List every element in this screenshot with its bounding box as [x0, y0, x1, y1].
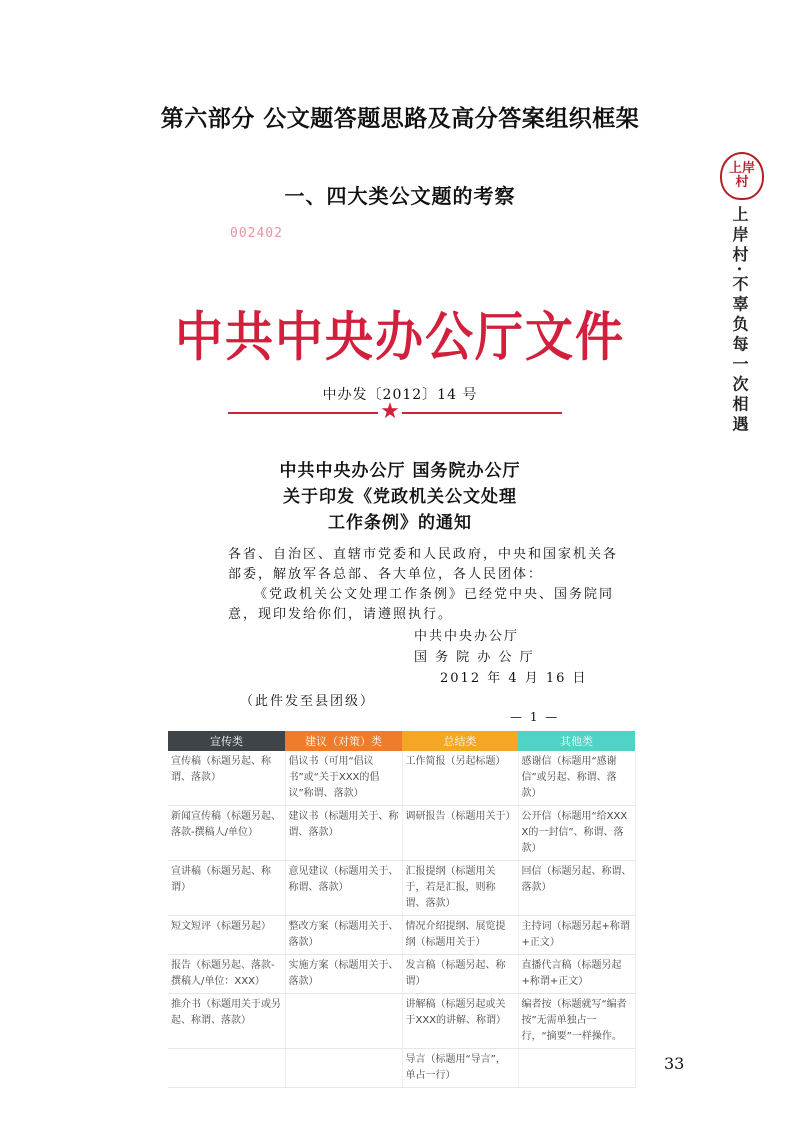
table-cell: 公开信（标题用“给XXXX的一封信”、称谓、落款） — [518, 806, 635, 861]
table-row — [168, 955, 635, 994]
document-serial: 002402 — [230, 226, 283, 241]
table-cell — [518, 1049, 635, 1088]
table-cell: 主持词（标题另起+称谓+正文） — [518, 916, 635, 955]
brand-logo — [720, 152, 764, 200]
table-cell: 倡议书（可用“倡议书”或“关于XXX的倡议”称谓、落款） — [285, 751, 402, 806]
brand-slogan: 上岸村·不辜负每一次相遇 — [730, 206, 749, 436]
table-cell: 建议书（标题用关于、称谓、落款） — [285, 806, 402, 861]
table-cell: 直播代言稿（标题另起+称谓+正文） — [518, 955, 635, 994]
page-title: 第六部分 公文题答题思路及高分答案组织框架 — [160, 105, 640, 132]
document-number: 中办发〔2012〕14 号 — [322, 387, 478, 403]
document-page-mark: — 1 — — [510, 710, 560, 724]
table-row — [168, 1049, 635, 1088]
table-cell: 回信（标题另起、称谓、落款） — [518, 861, 635, 916]
star-icon: ★ — [380, 399, 400, 424]
document-body-line: 部委，解放军各总部、各大单位，各人民团体： — [228, 567, 544, 582]
document-body-line: 各省、自治区、直辖市党委和人民政府，中央和国家机关各 — [228, 547, 619, 562]
table-cell: 汇报提纲（标题用关于，若是汇报，则称谓、落款） — [402, 861, 518, 916]
table-cell: 报告（标题另起、落款-撰稿人/单位：XXX） — [168, 955, 285, 994]
table-cell: 新闻宣传稿（标题另起、落款-撰稿人/单位） — [168, 806, 285, 861]
table-row — [168, 916, 635, 955]
document-title-line: 关于印发《党政机关公文处理 — [283, 487, 517, 507]
column-header-other: 其他类 — [518, 731, 635, 751]
table-row — [168, 806, 635, 861]
table-cell: 实施方案（标题用关于、落款） — [285, 955, 402, 994]
table-cell: 导言（标题用“导言”，单占一行） — [402, 1049, 518, 1088]
table-cell: 意见建议（标题用关于、称谓、落款） — [285, 861, 402, 916]
table-cell: 发言稿（标题另起、称谓） — [402, 955, 518, 994]
table-cell — [285, 994, 402, 1049]
table-cell: 宣讲稿（标题另起、称谓） — [168, 861, 285, 916]
signature-line: 国 务 院 办 公 厅 — [414, 650, 535, 665]
section-subtitle: 一、四大类公文题的考察 — [284, 184, 516, 208]
table-cell: 宣传稿（标题另起、称谓、落款） — [168, 751, 285, 806]
column-header-summary: 总结类 — [402, 731, 518, 751]
column-header-publicity: 宣传类 — [168, 731, 285, 751]
table-row — [168, 994, 635, 1049]
table-header-row — [168, 731, 635, 751]
document-date: 2012 年 4 月 16 日 — [440, 671, 588, 686]
document-body-line: 意，现印发给你们，请遵照执行。 — [228, 607, 454, 622]
document-title-line: 中共中央办公厅 国务院办公厅 — [279, 461, 521, 481]
document-category-table — [168, 731, 636, 1088]
table-cell: 编者按（标题就写“编者按”无需单独占一行，“摘要”一样操作。 — [518, 994, 635, 1049]
table-row — [168, 751, 635, 806]
page-number: 33 — [664, 1054, 685, 1073]
table-cell: 工作简报（另起标题） — [402, 751, 518, 806]
table-cell: 情况介绍提纲、展览提纲（标题用关于） — [402, 916, 518, 955]
table-cell — [168, 1049, 285, 1088]
table-cell: 讲解稿（标题另起或关于XXX的讲解、称谓） — [402, 994, 518, 1049]
document-body-line: 《党政机关公文处理工作条例》已经党中央、国务院同 — [254, 587, 615, 602]
red-divider-right — [402, 412, 562, 414]
red-divider-left — [228, 412, 378, 414]
table-cell: 调研报告（标题用关于） — [402, 806, 518, 861]
table-cell — [285, 1049, 402, 1088]
document-title-line: 工作条例》的通知 — [328, 513, 472, 533]
table-cell: 短文短评（标题另起） — [168, 916, 285, 955]
table-cell: 推介书（标题用关于或另起、称谓、落款） — [168, 994, 285, 1049]
column-header-suggestion: 建议（对策）类 — [285, 731, 402, 751]
document-header: 中共中央办公厅文件 — [174, 306, 625, 369]
table-row — [168, 861, 635, 916]
distribution-note: （此件发至县团级） — [240, 694, 376, 709]
signature-line: 中共中央办公厅 — [414, 629, 520, 644]
table-cell: 感谢信（标题用“感谢信”或另起、称谓、落款） — [518, 751, 635, 806]
table-cell: 整改方案（标题用关于、落款） — [285, 916, 402, 955]
brand-logo-text: 上岸村 — [728, 161, 755, 190]
